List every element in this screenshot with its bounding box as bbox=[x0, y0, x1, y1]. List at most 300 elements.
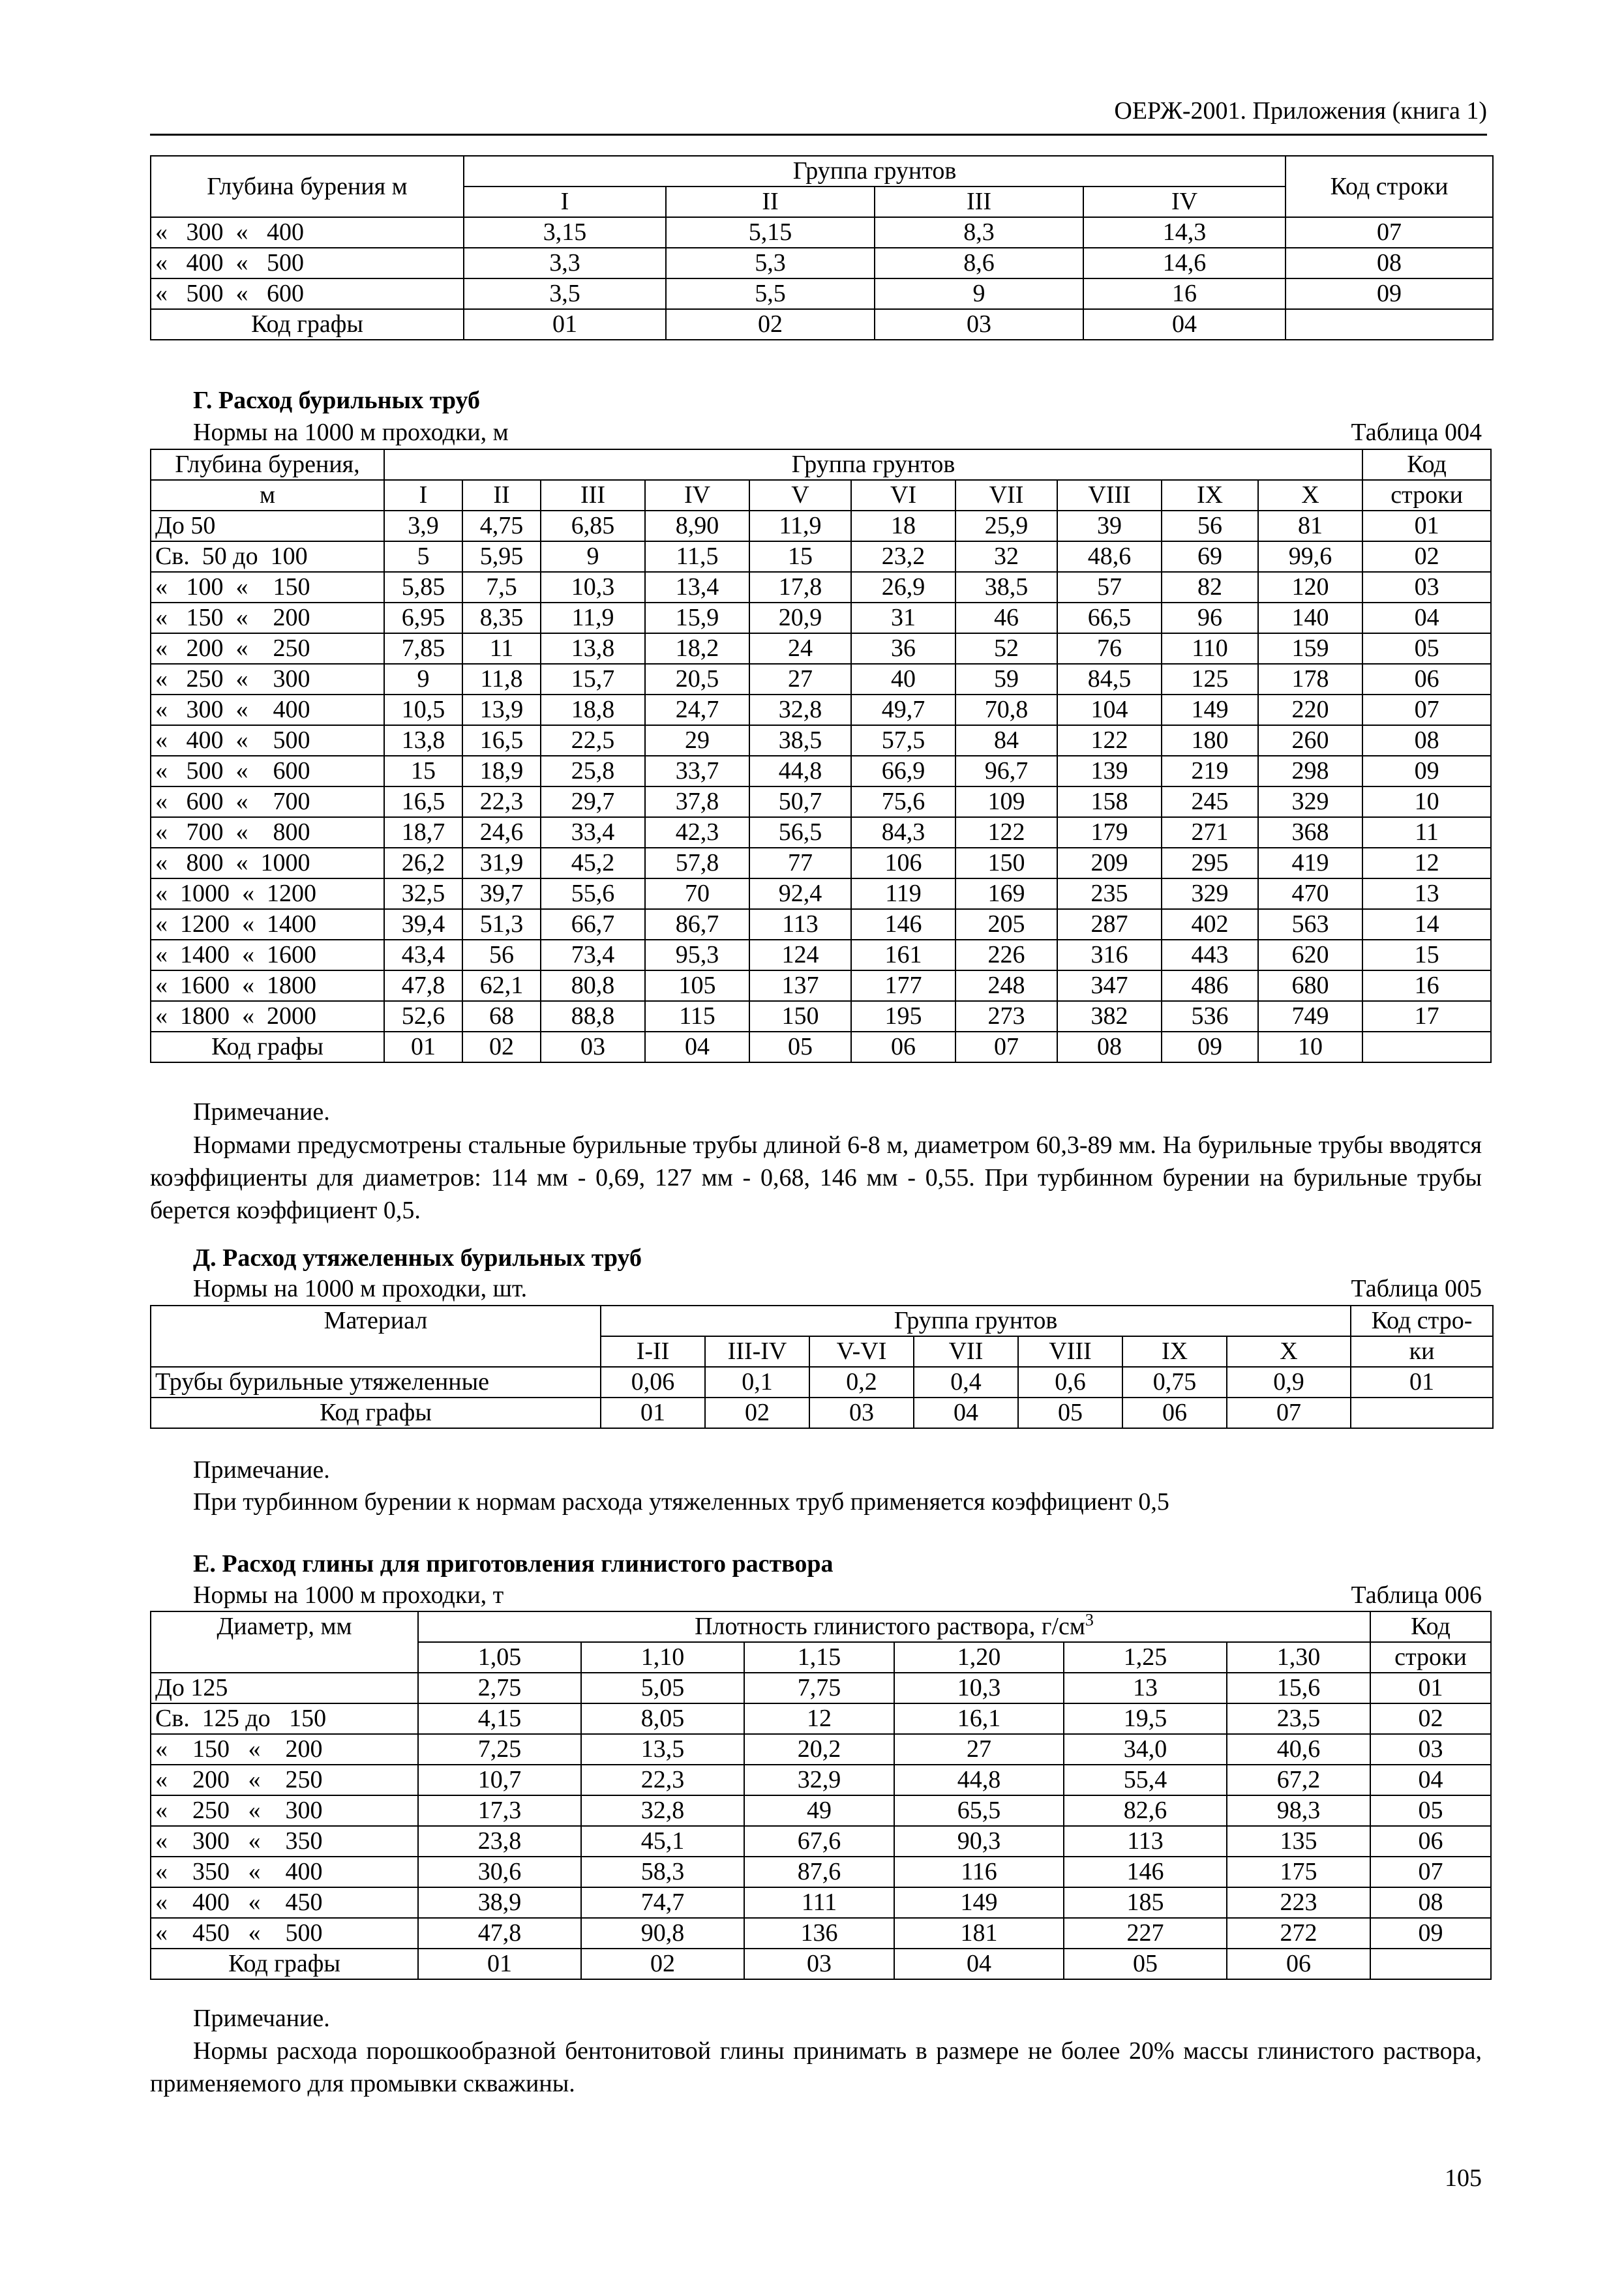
header-group: VIII bbox=[1057, 480, 1162, 511]
table-cell: 82 bbox=[1162, 572, 1258, 603]
table-cell: 2,75 bbox=[418, 1673, 581, 1703]
table-cell: 77 bbox=[749, 848, 851, 878]
table-row bbox=[151, 695, 1491, 725]
row-code: 08 bbox=[1286, 248, 1493, 278]
table-cell: 15,6 bbox=[1227, 1673, 1370, 1703]
table-cell: 368 bbox=[1258, 817, 1362, 848]
table-cell: 115 bbox=[645, 1001, 749, 1032]
table-cell: 25,9 bbox=[955, 511, 1057, 541]
table-cell: 486 bbox=[1162, 970, 1258, 1001]
table-cell: 177 bbox=[851, 970, 955, 1001]
table-row bbox=[151, 278, 1493, 309]
table-cell: 82,6 bbox=[1064, 1795, 1227, 1826]
table-cell: 150 bbox=[749, 1001, 851, 1032]
table-cell: 74,7 bbox=[581, 1887, 744, 1918]
row-code: 07 bbox=[1286, 217, 1493, 248]
column-code: 04 bbox=[894, 1949, 1064, 1979]
table-cell: 23,2 bbox=[851, 541, 955, 572]
row-diameter: « 450 « 500 bbox=[151, 1918, 418, 1949]
column-code: 01 bbox=[384, 1032, 462, 1062]
table-cell: 273 bbox=[955, 1001, 1057, 1032]
table-cell: 111 bbox=[744, 1887, 894, 1918]
table-cell: 5 bbox=[384, 541, 462, 572]
header-soil-group: Группа грунтов bbox=[601, 1306, 1351, 1336]
header-group: IV bbox=[645, 480, 749, 511]
note-heading-e: Примечание. bbox=[193, 2005, 330, 2032]
column-code: 06 bbox=[1227, 1949, 1370, 1979]
table-cell: 179 bbox=[1057, 817, 1162, 848]
table-cell: 15,9 bbox=[645, 603, 749, 633]
table-cell: 150 bbox=[955, 848, 1057, 878]
table-row bbox=[151, 1673, 1491, 1703]
table-cell: 11,9 bbox=[749, 511, 851, 541]
table-cell: 68 bbox=[462, 1001, 541, 1032]
table-cell: 40 bbox=[851, 664, 955, 695]
column-code: 05 bbox=[749, 1032, 851, 1062]
table-cell: 185 bbox=[1064, 1887, 1227, 1918]
header-row-code: Код строки bbox=[1286, 156, 1493, 217]
table-cell: 125 bbox=[1162, 664, 1258, 695]
table-cell: 96,7 bbox=[955, 756, 1057, 786]
table-row bbox=[151, 756, 1491, 786]
table-cell: 110 bbox=[1162, 633, 1258, 664]
table-cell: 295 bbox=[1162, 848, 1258, 878]
row-diameter: « 300 « 350 bbox=[151, 1826, 418, 1857]
table-cell: 66,7 bbox=[541, 909, 645, 940]
table-cell: 329 bbox=[1162, 878, 1258, 909]
column-code: 01 bbox=[464, 309, 666, 340]
table-cell: 260 bbox=[1258, 725, 1362, 756]
table-cell: 298 bbox=[1258, 756, 1362, 786]
footer-label: Код графы bbox=[151, 1398, 601, 1428]
empty-cell bbox=[1286, 309, 1493, 340]
table-cell: 158 bbox=[1057, 786, 1162, 817]
table-cell: 30,6 bbox=[418, 1857, 581, 1887]
table-cell: 5,95 bbox=[462, 541, 541, 572]
header-density-value: 1,10 bbox=[581, 1642, 744, 1673]
header-row bbox=[151, 156, 1493, 187]
row-diameter: « 250 « 300 bbox=[151, 1795, 418, 1826]
table-cell: 3,9 bbox=[384, 511, 462, 541]
header-group: I bbox=[384, 480, 462, 511]
table-cell: 57,8 bbox=[645, 848, 749, 878]
table-cell: 287 bbox=[1057, 909, 1162, 940]
table-cell: 137 bbox=[749, 970, 851, 1001]
table-cell: 205 bbox=[955, 909, 1057, 940]
table-cell: 70 bbox=[645, 878, 749, 909]
table-cell: 122 bbox=[955, 817, 1057, 848]
table-cell: 25,8 bbox=[541, 756, 645, 786]
table-cell: 55,4 bbox=[1064, 1765, 1227, 1795]
table-cell: 0,6 bbox=[1018, 1367, 1122, 1398]
table-cell: 11,5 bbox=[645, 541, 749, 572]
table-cell: 42,3 bbox=[645, 817, 749, 848]
table-cell: 5,3 bbox=[666, 248, 875, 278]
table-cell: 9 bbox=[541, 541, 645, 572]
column-code: 02 bbox=[581, 1949, 744, 1979]
footer-label: Код графы bbox=[151, 1949, 418, 1979]
table-cell: 139 bbox=[1057, 756, 1162, 786]
table-cell: 16,1 bbox=[894, 1703, 1064, 1734]
table-cell: 26,9 bbox=[851, 572, 955, 603]
table-cell: 120 bbox=[1258, 572, 1362, 603]
table-cell: 0,06 bbox=[601, 1367, 705, 1398]
table-cell: 15,7 bbox=[541, 664, 645, 695]
table-cell: 16,5 bbox=[384, 786, 462, 817]
row-depth: До 50 bbox=[151, 511, 384, 541]
table-cell: 749 bbox=[1258, 1001, 1362, 1032]
table-cell: 73,4 bbox=[541, 940, 645, 970]
table-cell: 3,5 bbox=[464, 278, 666, 309]
table-cell: 178 bbox=[1258, 664, 1362, 695]
table-cell: 24,6 bbox=[462, 817, 541, 848]
header-group: III-IV bbox=[705, 1336, 809, 1367]
table-cell: 23,5 bbox=[1227, 1703, 1370, 1734]
table-cell: 39,7 bbox=[462, 878, 541, 909]
page-number: 105 bbox=[1445, 2164, 1482, 2192]
table-cell: 0,9 bbox=[1227, 1367, 1351, 1398]
table-cell: 0,2 bbox=[809, 1367, 914, 1398]
table-cell: 17,8 bbox=[749, 572, 851, 603]
table-row bbox=[151, 1734, 1491, 1765]
header-depth: Глубина бурения м bbox=[151, 156, 464, 217]
column-code: 09 bbox=[1162, 1032, 1258, 1062]
table-cell: 146 bbox=[1064, 1857, 1227, 1887]
column-code: 01 bbox=[418, 1949, 581, 1979]
row-depth: « 500 « 600 bbox=[151, 278, 464, 309]
row-depth: « 800 « 1000 bbox=[151, 848, 384, 878]
table-cell: 18,8 bbox=[541, 695, 645, 725]
row-diameter: До 125 bbox=[151, 1673, 418, 1703]
table-cell: 38,5 bbox=[955, 572, 1057, 603]
header-group: VIII bbox=[1018, 1336, 1122, 1367]
column-code: 07 bbox=[1227, 1398, 1351, 1428]
row-depth: « 400 « 500 bbox=[151, 725, 384, 756]
row-code: 12 bbox=[1362, 848, 1491, 878]
row-code: 06 bbox=[1370, 1826, 1491, 1857]
header-group: IX bbox=[1162, 480, 1258, 511]
table-cell: 3,15 bbox=[464, 217, 666, 248]
column-code: 02 bbox=[462, 1032, 541, 1062]
row-code: 04 bbox=[1370, 1765, 1491, 1795]
row-depth: « 700 « 800 bbox=[151, 817, 384, 848]
section-title-heavy-pipes: Д. Расход утяжеленных бурильных труб bbox=[193, 1244, 642, 1272]
table-cell: 49,7 bbox=[851, 695, 955, 725]
table-cell: 99,6 bbox=[1258, 541, 1362, 572]
row-code: 07 bbox=[1362, 695, 1491, 725]
table-cell: 51,3 bbox=[462, 909, 541, 940]
density-unit-exponent: 3 bbox=[1085, 1611, 1094, 1630]
table-cell: 90,8 bbox=[581, 1918, 744, 1949]
note-text-e: Нормы расхода порошкообразной бентонитовой глины принимать в размере не более 20% массы глинистого раствора, применяемого для промывки скважины. bbox=[150, 2037, 1482, 2097]
table-cell: 57,5 bbox=[851, 725, 955, 756]
table-cell: 38,5 bbox=[749, 725, 851, 756]
table-cell: 680 bbox=[1258, 970, 1362, 1001]
table-cell: 106 bbox=[851, 848, 955, 878]
table-cell: 43,4 bbox=[384, 940, 462, 970]
header-group: IV bbox=[1083, 187, 1286, 217]
table-cell: 31 bbox=[851, 603, 955, 633]
row-code: 01 bbox=[1370, 1673, 1491, 1703]
table-cell: 67,6 bbox=[744, 1826, 894, 1857]
header-group: III bbox=[875, 187, 1083, 217]
table-cell: 10,3 bbox=[894, 1673, 1064, 1703]
table-cell: 316 bbox=[1057, 940, 1162, 970]
row-depth: « 1800 « 2000 bbox=[151, 1001, 384, 1032]
table-cell: 181 bbox=[894, 1918, 1064, 1949]
table-cell: 32,8 bbox=[581, 1795, 744, 1826]
empty-cell bbox=[1370, 1949, 1491, 1979]
table-cell: 9 bbox=[875, 278, 1083, 309]
row-code: 01 bbox=[1351, 1367, 1493, 1398]
table-cell: 11 bbox=[462, 633, 541, 664]
row-code: 08 bbox=[1370, 1887, 1491, 1918]
table-row bbox=[151, 1367, 1493, 1398]
table-cell: 5,05 bbox=[581, 1673, 744, 1703]
table-cell: 620 bbox=[1258, 940, 1362, 970]
table-cell: 226 bbox=[955, 940, 1057, 970]
header-material: Материал bbox=[151, 1306, 601, 1367]
table-cell: 32,9 bbox=[744, 1765, 894, 1795]
row-code: 11 bbox=[1362, 817, 1491, 848]
header-group: X bbox=[1258, 480, 1362, 511]
table-cell: 12 bbox=[744, 1703, 894, 1734]
table-cell: 13 bbox=[1064, 1673, 1227, 1703]
table-cell: 98,3 bbox=[1227, 1795, 1370, 1826]
table-cell: 56 bbox=[462, 940, 541, 970]
table-cell: 5,15 bbox=[666, 217, 875, 248]
table-cell: 175 bbox=[1227, 1857, 1370, 1887]
table-cell: 65,5 bbox=[894, 1795, 1064, 1826]
header-rule bbox=[150, 134, 1487, 136]
table-cell: 11,9 bbox=[541, 603, 645, 633]
row-code: 16 bbox=[1362, 970, 1491, 1001]
table-cell: 80,8 bbox=[541, 970, 645, 1001]
table-cell: 39,4 bbox=[384, 909, 462, 940]
table-cell: 13,5 bbox=[581, 1734, 744, 1765]
table-cell: 0,1 bbox=[705, 1367, 809, 1398]
table-cell: 104 bbox=[1057, 695, 1162, 725]
note-text-g: Нормами предусмотрены стальные бурильные трубы длиной 6-8 м, диаметром 60,3-89 мм. На бурильные трубы вводятся коэффициенты для диаметров: 114 мм - 0,69, 127 мм - 0,68, 146 мм - 0,55. При турбинном бурении на бурильные трубы берется коэффициент 0,5. bbox=[150, 1131, 1482, 1224]
table-cell: 76 bbox=[1057, 633, 1162, 664]
table-cell: 470 bbox=[1258, 878, 1362, 909]
table-cell: 46 bbox=[955, 603, 1057, 633]
column-code: 03 bbox=[875, 309, 1083, 340]
column-code: 07 bbox=[955, 1032, 1057, 1062]
row-depth: « 1200 « 1400 bbox=[151, 909, 384, 940]
row-code: 09 bbox=[1286, 278, 1493, 309]
table-cell: 18,7 bbox=[384, 817, 462, 848]
row-code: 03 bbox=[1370, 1734, 1491, 1765]
table-cell: 7,25 bbox=[418, 1734, 581, 1765]
table-cell: 227 bbox=[1064, 1918, 1227, 1949]
footer-label: Код графы bbox=[151, 1032, 384, 1062]
table-row bbox=[151, 633, 1491, 664]
table-cell: 8,90 bbox=[645, 511, 749, 541]
row-depth: « 250 « 300 bbox=[151, 664, 384, 695]
row-code: 17 bbox=[1362, 1001, 1491, 1032]
table-row bbox=[151, 817, 1491, 848]
table-cell: 443 bbox=[1162, 940, 1258, 970]
table-cell: 10,5 bbox=[384, 695, 462, 725]
table-cell: 75,6 bbox=[851, 786, 955, 817]
table-cell: 23,8 bbox=[418, 1826, 581, 1857]
table-cell: 149 bbox=[1162, 695, 1258, 725]
table-cell: 7,85 bbox=[384, 633, 462, 664]
footer-row bbox=[151, 309, 1493, 340]
table-cell: 90,3 bbox=[894, 1826, 1064, 1857]
header-group: III bbox=[541, 480, 645, 511]
table-cell: 22,3 bbox=[462, 786, 541, 817]
table-cell: 15 bbox=[384, 756, 462, 786]
column-code: 03 bbox=[809, 1398, 914, 1428]
footer-row bbox=[151, 1398, 1493, 1428]
table-cell: 8,3 bbox=[875, 217, 1083, 248]
table-row bbox=[151, 1918, 1491, 1949]
table-cell: 86,7 bbox=[645, 909, 749, 940]
header-density-value: 1,20 bbox=[894, 1642, 1064, 1673]
table-row bbox=[151, 1765, 1491, 1795]
note-heading-d: Примечание. bbox=[193, 1456, 330, 1484]
table-row bbox=[151, 940, 1491, 970]
table-cell: 6,85 bbox=[541, 511, 645, 541]
table-label-005: Таблица 005 bbox=[1351, 1275, 1482, 1302]
table-cell: 39 bbox=[1057, 511, 1162, 541]
table-cell: 11,8 bbox=[462, 664, 541, 695]
table-cell: 14,6 bbox=[1083, 248, 1286, 278]
table-cell: 20,2 bbox=[744, 1734, 894, 1765]
column-code: 03 bbox=[541, 1032, 645, 1062]
table-cell: 88,8 bbox=[541, 1001, 645, 1032]
table-cell: 140 bbox=[1258, 603, 1362, 633]
header-group: VII bbox=[955, 480, 1057, 511]
table-cell: 14,3 bbox=[1083, 217, 1286, 248]
table-row bbox=[151, 725, 1491, 756]
footer-label: Код графы bbox=[151, 309, 464, 340]
row-diameter: Св. 125 до 150 bbox=[151, 1703, 418, 1734]
header-group: V bbox=[749, 480, 851, 511]
table-cell: 13,8 bbox=[384, 725, 462, 756]
note-heading-g: Примечание. bbox=[193, 1098, 330, 1126]
header-row-code-2: строки bbox=[1362, 480, 1491, 511]
section-title-clay: Е. Расход глины для приготовления глинистого раствора bbox=[193, 1550, 834, 1578]
table-cell: 29,7 bbox=[541, 786, 645, 817]
norm-line-clay: Нормы на 1000 м проходки, т bbox=[193, 1581, 504, 1609]
table-cell: 24,7 bbox=[645, 695, 749, 725]
table-cell: 96 bbox=[1162, 603, 1258, 633]
table-cell: 272 bbox=[1227, 1918, 1370, 1949]
row-code: 08 bbox=[1362, 725, 1491, 756]
table-cell: 22,5 bbox=[541, 725, 645, 756]
table-004-drill-pipes bbox=[150, 449, 1492, 1063]
table-cell: 48,6 bbox=[1057, 541, 1162, 572]
column-code: 02 bbox=[666, 309, 875, 340]
row-code: 03 bbox=[1362, 572, 1491, 603]
table-cell: 27 bbox=[749, 664, 851, 695]
table-cell: 13,9 bbox=[462, 695, 541, 725]
table-row bbox=[151, 572, 1491, 603]
table-cell: 49 bbox=[744, 1795, 894, 1826]
table-cell: 5,85 bbox=[384, 572, 462, 603]
table-row bbox=[151, 217, 1493, 248]
table-cell: 47,8 bbox=[418, 1918, 581, 1949]
table-cell: 4,75 bbox=[462, 511, 541, 541]
row-code: 05 bbox=[1370, 1795, 1491, 1826]
row-diameter: « 400 « 450 bbox=[151, 1887, 418, 1918]
header-density bbox=[418, 1611, 1370, 1642]
table-row bbox=[151, 541, 1491, 572]
table-cell: 84,3 bbox=[851, 817, 955, 848]
empty-cell bbox=[1351, 1398, 1493, 1428]
row-code: 14 bbox=[1362, 909, 1491, 940]
table-row bbox=[151, 248, 1493, 278]
table-cell: 3,3 bbox=[464, 248, 666, 278]
header-depth-unit: м bbox=[151, 480, 384, 511]
header-row-code: Код bbox=[1370, 1611, 1491, 1642]
row-depth: « 200 « 250 bbox=[151, 633, 384, 664]
note-text-d: При турбинном бурении к нормам расхода утяжеленных труб применяется коэффициент 0,5 bbox=[193, 1488, 1169, 1516]
header-diameter: Диаметр, мм bbox=[151, 1611, 418, 1673]
header-group: X bbox=[1227, 1336, 1351, 1367]
header-group: II bbox=[462, 480, 541, 511]
table-cell: 13,4 bbox=[645, 572, 749, 603]
table-cell: 4,15 bbox=[418, 1703, 581, 1734]
table-cell: 9 bbox=[384, 664, 462, 695]
table-005-heavy-pipes bbox=[150, 1305, 1494, 1429]
row-depth: « 1400 « 1600 bbox=[151, 940, 384, 970]
table-cell: 135 bbox=[1227, 1826, 1370, 1857]
header-row-code: Код bbox=[1362, 449, 1491, 480]
table-row bbox=[151, 970, 1491, 1001]
table-cell: 47,8 bbox=[384, 970, 462, 1001]
table-row bbox=[151, 1887, 1491, 1918]
table-depth-continuation bbox=[150, 155, 1494, 340]
table-row bbox=[151, 786, 1491, 817]
running-header: ОЕРЖ-2001. Приложения (книга 1) bbox=[1114, 97, 1487, 125]
row-code: 09 bbox=[1370, 1918, 1491, 1949]
table-cell: 159 bbox=[1258, 633, 1362, 664]
table-006-clay bbox=[150, 1611, 1492, 1980]
footer-row bbox=[151, 1032, 1491, 1062]
table-cell: 45,2 bbox=[541, 848, 645, 878]
table-cell: 161 bbox=[851, 940, 955, 970]
table-cell: 119 bbox=[851, 878, 955, 909]
table-row bbox=[151, 603, 1491, 633]
header-row-code-2: строки bbox=[1370, 1642, 1491, 1673]
header-row-code: Код стро- bbox=[1351, 1306, 1493, 1336]
table-cell: 105 bbox=[645, 970, 749, 1001]
table-cell: 536 bbox=[1162, 1001, 1258, 1032]
table-cell: 40,6 bbox=[1227, 1734, 1370, 1765]
table-cell: 57 bbox=[1057, 572, 1162, 603]
header-row-groups bbox=[151, 480, 1491, 511]
row-depth: « 600 « 700 bbox=[151, 786, 384, 817]
table-cell: 8,05 bbox=[581, 1703, 744, 1734]
header-group: IX bbox=[1122, 1336, 1227, 1367]
table-cell: 223 bbox=[1227, 1887, 1370, 1918]
row-code: 04 bbox=[1362, 603, 1491, 633]
table-cell: 235 bbox=[1057, 878, 1162, 909]
table-row bbox=[151, 848, 1491, 878]
column-code: 08 bbox=[1057, 1032, 1162, 1062]
row-diameter: « 150 « 200 bbox=[151, 1734, 418, 1765]
table-cell: 8,35 bbox=[462, 603, 541, 633]
column-code: 05 bbox=[1018, 1398, 1122, 1428]
table-cell: 109 bbox=[955, 786, 1057, 817]
table-cell: 55,6 bbox=[541, 878, 645, 909]
table-cell: 18,9 bbox=[462, 756, 541, 786]
row-code: 05 bbox=[1362, 633, 1491, 664]
